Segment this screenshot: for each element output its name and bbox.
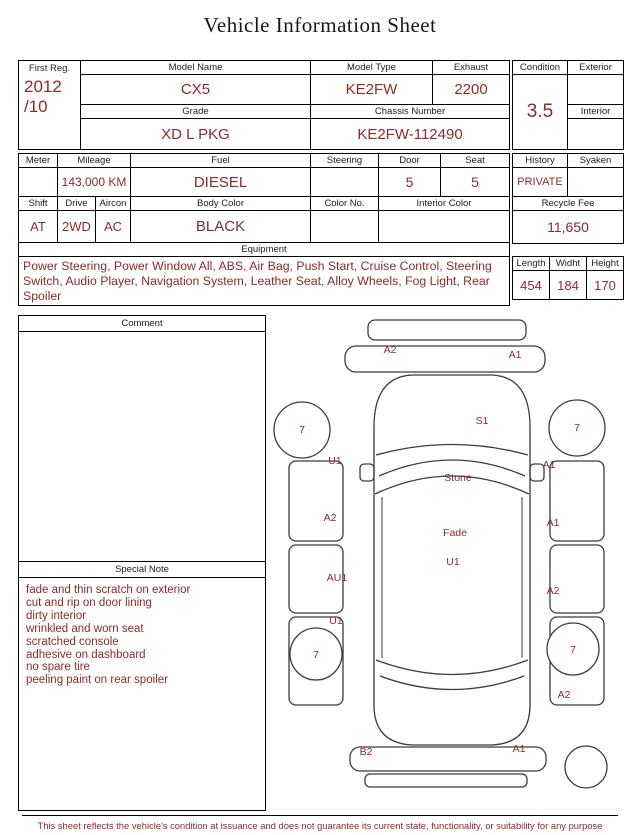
interior-color-value	[379, 211, 509, 243]
diagram-mark-a1: A1	[546, 517, 560, 529]
shift-value: AT	[19, 211, 58, 243]
history-label: History	[513, 154, 568, 168]
grade-label: Grade	[81, 105, 311, 119]
exhaust-label: Exhaust	[433, 61, 509, 75]
first-reg-year: 2012	[24, 77, 62, 96]
height-value: 170	[594, 277, 616, 293]
diagram-mark-7: 7	[574, 422, 580, 434]
comment-value	[19, 332, 265, 562]
special-note-line: scratched console	[26, 635, 119, 648]
equipment-value: Power Steering, Power Window All, ABS, Air Bag, Push Start, Cruise Control, Steering Switch, Audio Player, Navigation System, Leather Seat, Alloy Wheels, Fog Light, Rear Spoiler	[23, 259, 492, 303]
condition-table	[512, 60, 624, 150]
equipment-label: Equipment	[19, 243, 509, 257]
exhaust-value: 2200	[433, 75, 509, 105]
mileage-value: 143,000 KM	[58, 168, 131, 197]
steering-value	[311, 168, 379, 197]
meter-value	[19, 168, 58, 197]
car-damage-diagram	[268, 315, 630, 812]
seat-label: Seat	[441, 154, 509, 168]
color-no-value	[311, 211, 379, 243]
mileage-label: Mileage	[58, 154, 131, 168]
model-name-label: Model Name	[81, 61, 311, 75]
interior-color-label: Interior Color	[379, 197, 509, 211]
diagram-mark-u1: U1	[446, 556, 460, 568]
special-note-line: cut and rip on door lining	[26, 596, 152, 609]
fuel-label: Fuel	[131, 154, 311, 168]
syaken-value	[568, 168, 623, 197]
history-value: PRIVATE	[513, 168, 568, 197]
body-color-value: BLACK	[131, 211, 311, 243]
diagram-mark-a2: A2	[383, 344, 397, 356]
diagram-mark-a2: A2	[546, 585, 560, 597]
exterior-label: Exterior	[568, 61, 623, 75]
width-label: Widht	[550, 257, 587, 271]
length-value: 454	[513, 271, 550, 299]
diagram-mark-stone: Stone	[444, 472, 472, 484]
diagram-mark-au1: AU1	[326, 572, 348, 584]
model-name-value: CX5	[81, 75, 311, 105]
steering-label: Steering	[311, 154, 379, 168]
diagram-mark-7: 7	[299, 424, 305, 436]
first-reg-label: First Reg.	[19, 61, 81, 75]
disclaimer-text: This sheet reflects the vehicle's condition at issuance and does not guarantee its current state, functionality, or suitability for any purpose	[22, 815, 618, 831]
history-table	[512, 153, 624, 244]
diagram-mark-a1: A1	[512, 743, 526, 755]
diagram-mark-u1: U1	[329, 615, 343, 627]
aircon-value: AC	[96, 211, 131, 243]
diagram-mark-a2: A2	[557, 689, 571, 701]
model-type-label: Model Type	[311, 61, 433, 75]
shift-label: Shift	[19, 197, 58, 211]
diagram-mark-a1: A1	[542, 459, 556, 471]
height-label: Height	[587, 257, 623, 271]
comment-special-note-box	[18, 315, 266, 811]
special-note-line: fade and thin scratch on exterior	[26, 584, 191, 596]
info-table	[18, 60, 510, 150]
seat-value: 5	[441, 168, 509, 197]
details-table	[18, 153, 510, 306]
chassis-number-label: Chassis Number	[311, 105, 509, 119]
diagram-mark-s1: S1	[475, 415, 489, 427]
diagram-mark-fade: Fade	[443, 527, 467, 539]
diagram-mark-7: 7	[313, 649, 319, 661]
fuel-value: DIESEL	[131, 168, 311, 197]
special-note-line: no spare tire	[26, 661, 90, 674]
special-note-list	[19, 578, 265, 810]
door-label: Door	[379, 154, 441, 168]
recycle-fee-value: 11,650	[547, 219, 589, 235]
grade-value: XD L PKG	[81, 119, 311, 149]
syaken-label: Syaken	[568, 154, 623, 168]
exterior-value	[568, 75, 623, 105]
condition-value: 3.5	[513, 75, 568, 149]
special-note-line: adhesive on dashboard	[26, 648, 146, 661]
diagram-mark-u1: U1	[328, 455, 342, 467]
meter-label: Meter	[19, 154, 58, 168]
first-reg-month: /10	[24, 96, 48, 116]
diagram-mark-a1: A1	[508, 349, 522, 361]
drive-value: 2WD	[58, 211, 96, 243]
interior-value	[568, 119, 623, 149]
width-value: 184	[550, 271, 587, 299]
recycle-fee-label: Recycle Fee	[513, 197, 623, 211]
diagram-mark-a2: A2	[323, 512, 337, 524]
condition-label: Condition	[513, 61, 568, 75]
special-note-line: dirty interior	[26, 609, 87, 622]
color-no-label: Color No.	[311, 197, 379, 211]
comment-label: Comment	[19, 316, 265, 332]
door-value: 5	[379, 168, 441, 197]
diagram-marks	[268, 315, 630, 812]
special-note-line: peeling paint on rear spoiler	[26, 674, 168, 687]
dimensions-table	[512, 256, 624, 300]
special-note-label: Special Note	[19, 562, 265, 578]
model-type-value: KE2FW	[311, 75, 433, 105]
diagram-mark-b2: B2	[359, 746, 373, 758]
body-color-label: Body Color	[131, 197, 311, 211]
first-reg-value	[19, 75, 81, 149]
aircon-label: Aircon	[96, 197, 131, 211]
interior-label: Interior	[568, 105, 623, 119]
drive-label: Drive	[58, 197, 96, 211]
page-title: Vehicle Information Sheet	[203, 13, 437, 37]
special-note-line: wrinkled and worn seat	[26, 622, 144, 635]
chassis-number-value: KE2FW-112490	[357, 125, 463, 143]
length-label: Length	[513, 257, 550, 271]
diagram-mark-7: 7	[570, 644, 576, 656]
